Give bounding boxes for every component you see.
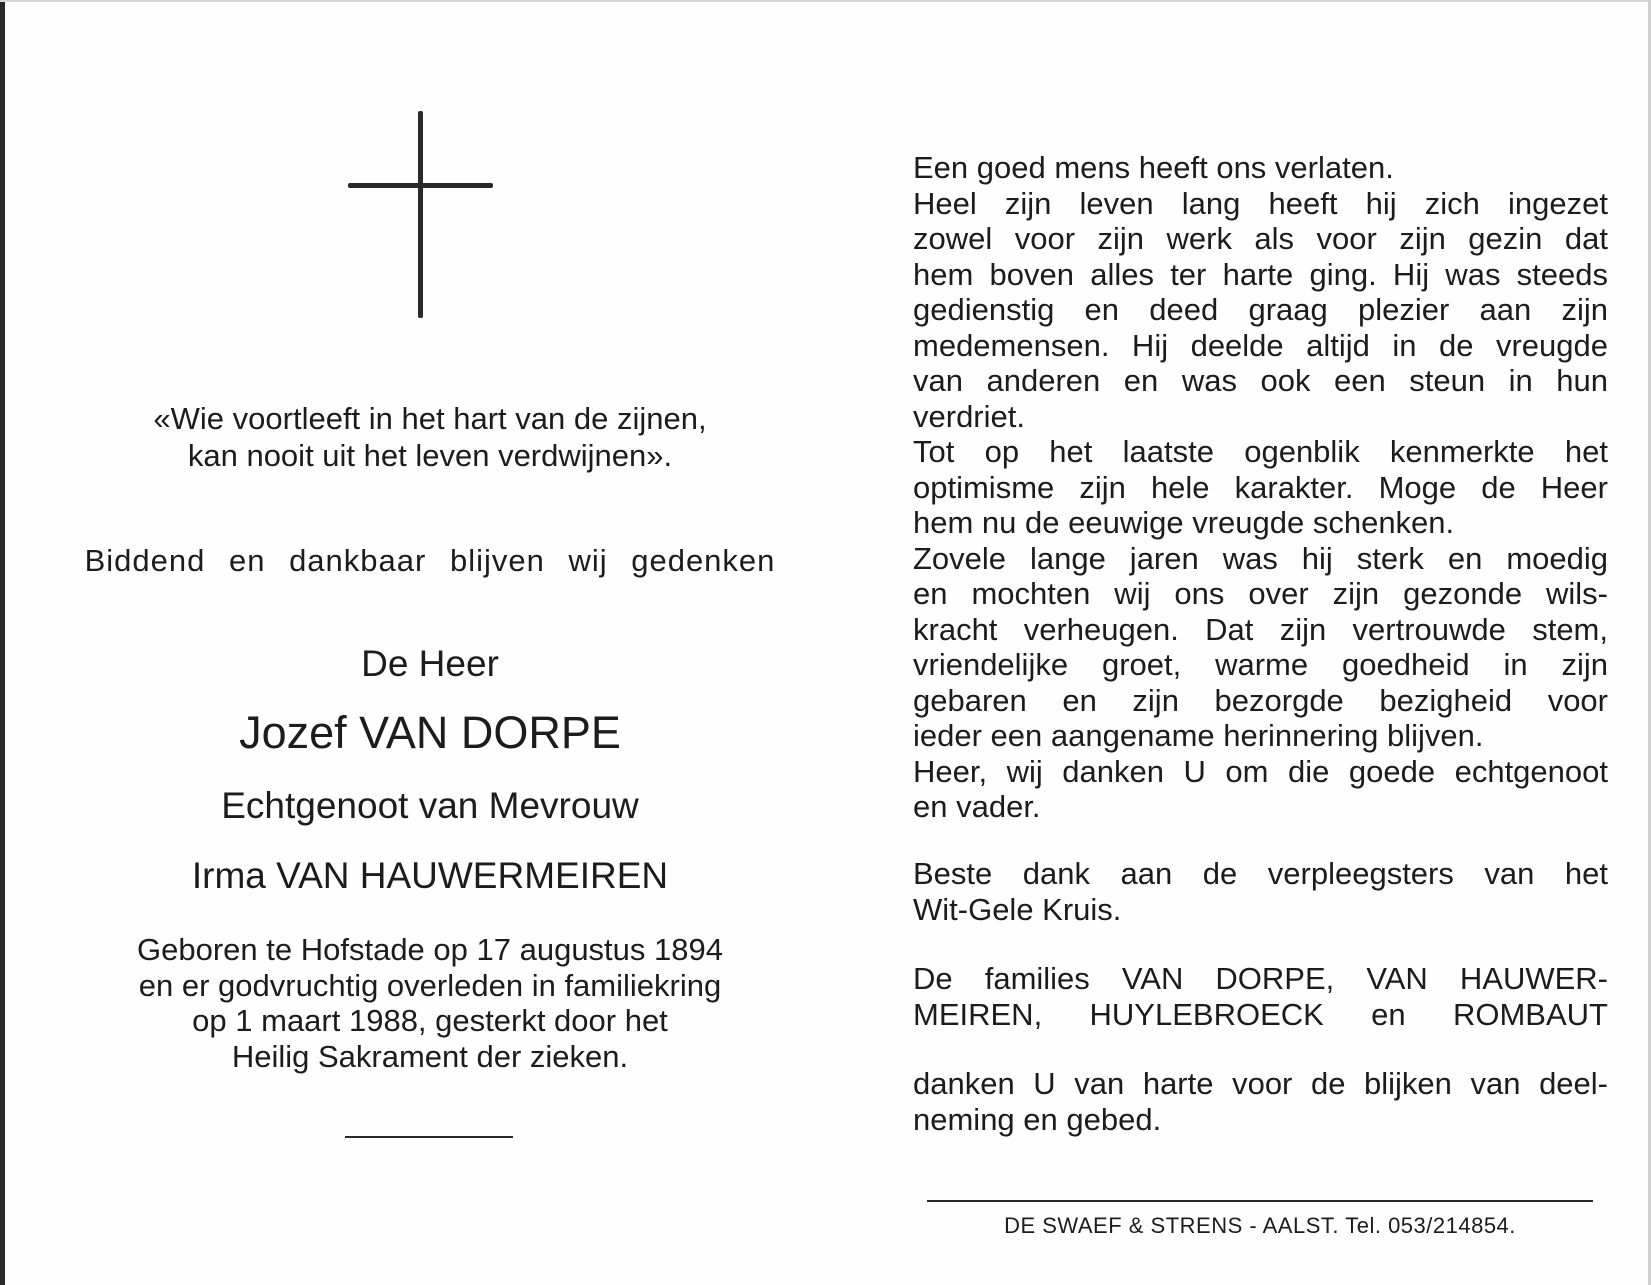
tribute-line: optimisme zijn hele karakter. Moge de Heer [913, 469, 1608, 505]
tribute-line: hem boven alles ter harte ging. Hij was steeds [913, 256, 1608, 292]
honorific: De Heer [361, 643, 499, 684]
divider-rule [345, 1136, 513, 1138]
thanks-nurses [913, 856, 1608, 927]
thanks-line: danken U van harte voor de blijken van deel- [913, 1066, 1608, 1101]
spouse-label: Echtgenoot van Mevrouw [221, 785, 639, 826]
tribute-line: Tot op het laatste ogenblik kenmerkte het [913, 434, 1608, 469]
tribute-line: kracht verheugen. Dat zijn vertrouwde stem, [913, 611, 1608, 647]
thanks-nurses-line: Beste dank aan de verpleegsters van het [913, 856, 1608, 891]
tribute-line: vriendelijke groet, warme goedheid in zijn [913, 647, 1608, 682]
tribute-line: gedienstig en deed graag plezier aan zijn [913, 292, 1608, 327]
printer-rule [927, 1200, 1593, 1202]
tribute-line: gebaren en zijn bezorgde bezigheid voor [913, 682, 1608, 718]
tribute-line: zowel voor zijn werk als voor zijn gezin dat [913, 221, 1608, 256]
tribute-line: Zovele lange jaren was hij sterk en moedig [913, 540, 1608, 576]
spouse-name: Irma VAN HAUWERMEIREN [191, 855, 669, 896]
thanks-nurses-line: Wit-Gele Kruis. [913, 891, 1122, 927]
details-line: op 1 maart 1988, gesterkt door het [192, 1003, 668, 1038]
thanks-line: neming en gebed. [913, 1101, 1162, 1137]
printer-credit: DE SWAEF & STRENS - AALST. Tel. 053/214854. [1004, 1213, 1516, 1238]
tribute-line: ieder een aangename herinnering blijven. [913, 718, 1484, 753]
families-line: De families VAN DORPE, VAN HAUWER- [913, 961, 1608, 996]
tribute-line: Heer, wij danken U om die goede echtgenoot [913, 753, 1608, 789]
tribute-line: hem nu de eeuwige vreugde schenken. [913, 505, 1455, 540]
details-line: en er godvruchtig overleden in familiekring [138, 967, 722, 1003]
quote-line: «Wie voortleeft in het hart van de zijnen, [153, 401, 707, 436]
tribute-line: en vader. [913, 789, 1041, 824]
tribute-line: Een goed mens heeft ons verlaten. [913, 150, 1394, 185]
birth-death-details [60, 932, 800, 1074]
quote-line: kan nooit uit het leven verdwijnen». [187, 438, 673, 473]
tribute-line: medemensen. Hij deelde altijd in de vreugde [913, 327, 1608, 363]
details-line: Geboren te Hofstade op 17 augustus 1894 [137, 932, 723, 967]
cross-icon-bar [348, 183, 493, 188]
cross-icon [418, 111, 423, 318]
thanks-text [913, 1066, 1608, 1137]
families-text [913, 961, 1608, 1032]
tribute-line: verdriet. [913, 398, 1025, 434]
details-line: Heilig Sakrament der zieken. [231, 1038, 629, 1074]
tribute-line: en mochten wij ons over zijn gezonde wils- [913, 576, 1608, 611]
tribute-line: van anderen en was ook een steun in hun [913, 363, 1608, 398]
card-edge-left [0, 0, 5, 1285]
deceased-name: Jozef VAN DORPE [239, 707, 621, 758]
intro-text: Biddend en dankbaar blijven wij gedenken [84, 543, 776, 578]
card-edge-top [0, 0, 1651, 2]
tribute-text [913, 150, 1608, 825]
memorial-quote [60, 400, 800, 474]
families-line: MEIREN, HUYLEBROECK en ROMBAUT [913, 996, 1608, 1032]
tribute-line: Heel zijn leven lang heeft hij zich ingezet [913, 185, 1608, 221]
